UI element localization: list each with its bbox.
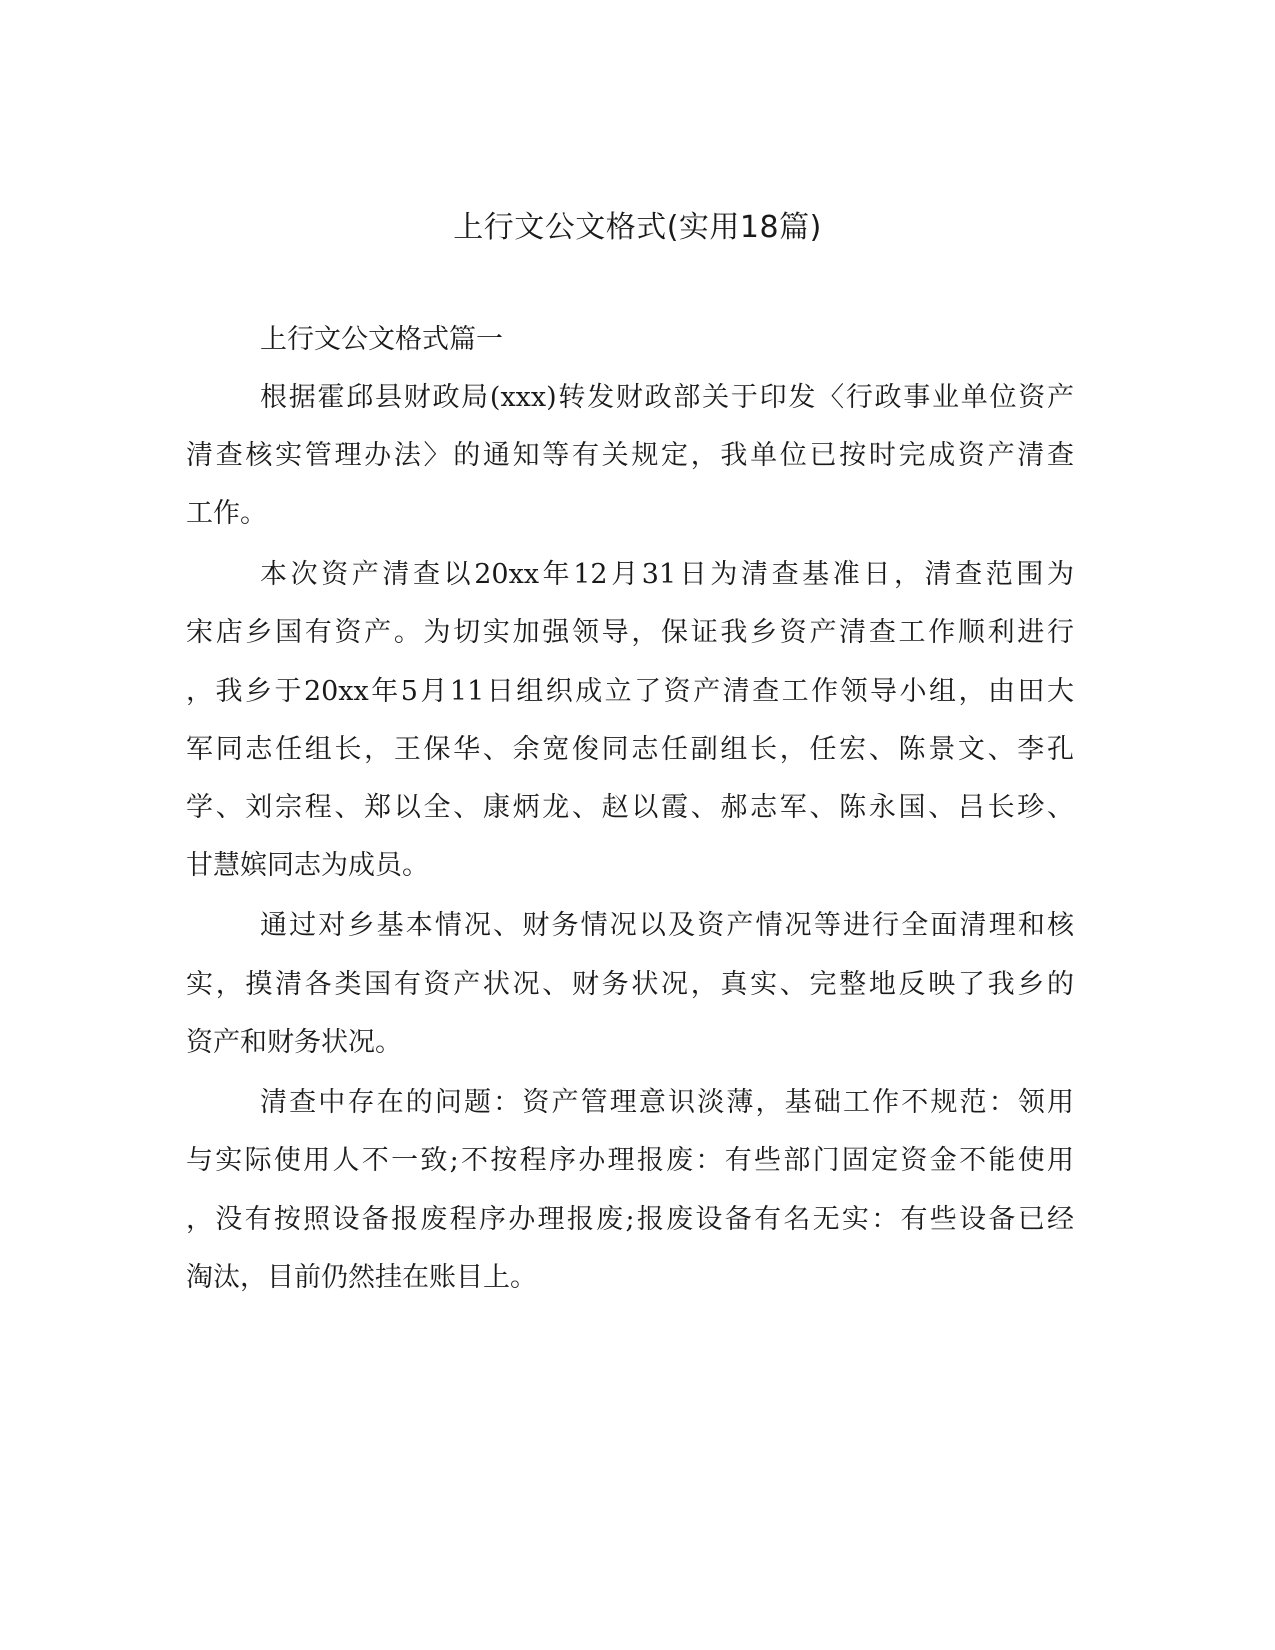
document-title: 上行文公文格式(实用18篇) (453, 210, 822, 245)
section-heading: 上行文公文格式篇一 (260, 324, 503, 355)
paragraph-2-line-2: 宋店乡国有资产。为切实加强领导，保证我乡资产清查工作顺利进行 (186, 617, 1074, 648)
paragraph-1-line-2: 清查核实管理办法〉的通知等有关规定，我单位已按时完成资产清查 (186, 440, 1074, 471)
paragraph-4-line-2: 与实际使用人不一致;不按程序办理报废：有些部门固定资金不能使用 (186, 1145, 1074, 1176)
paragraph-2-line-5: 学、刘宗程、郑以全、康炳龙、赵以霞、郝志军、陈永国、吕长珍、 (186, 792, 1074, 823)
paragraph-2-line-3: ，我乡于20xx年5月11日组织成立了资产清查工作领导小组，由田大 (186, 676, 1074, 707)
paragraph-2-line-4: 军同志任组长，王保华、余宽俊同志任副组长，任宏、陈景文、李孔 (186, 734, 1074, 765)
paragraph-4-line-1: 清查中存在的问题：资产管理意识淡薄，基础工作不规范：领用 (260, 1087, 1074, 1118)
paragraph-1-line-1: 根据霍邱县财政局(xxx)转发财政部关于印发〈行政事业单位资产 (260, 382, 1074, 413)
paragraph-4-line-4: 淘汰，目前仍然挂在账目上。 (186, 1262, 537, 1293)
paragraph-4-line-3: ，没有按照设备报废程序办理报废;报废设备有名无实：有些设备已经 (186, 1204, 1074, 1235)
paragraph-2-line-1: 本次资产清查以20xx年12月31日为清查基准日，清查范围为 (260, 559, 1074, 590)
paragraph-1-line-3: 工作。 (186, 498, 267, 529)
paragraph-3-line-2: 实，摸清各类国有资产状况、财务状况，真实、完整地反映了我乡的 (186, 969, 1074, 1000)
paragraph-3-line-1: 通过对乡基本情况、财务情况以及资产情况等进行全面清理和核 (260, 910, 1074, 941)
paragraph-3-line-3: 资产和财务状况。 (186, 1027, 402, 1058)
paragraph-2-line-6: 甘慧嫔同志为成员。 (186, 850, 429, 881)
